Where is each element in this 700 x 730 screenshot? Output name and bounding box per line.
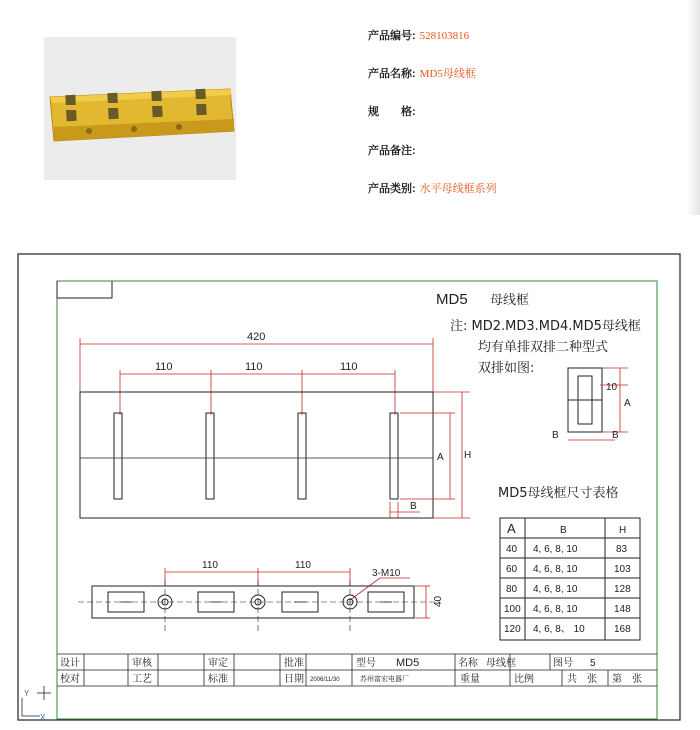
tb-review: 审核 bbox=[132, 658, 152, 669]
tb-drawing-no-label: 图号 bbox=[553, 658, 573, 669]
drawing-title-cn: 母线框 bbox=[490, 293, 530, 308]
table-cell: 4, 6, 8, 10 bbox=[533, 544, 578, 555]
product-code-label: 产品编号: bbox=[368, 30, 416, 42]
size-table bbox=[500, 518, 640, 640]
tb-craft: 工艺 bbox=[132, 674, 152, 685]
busbar-frame-image bbox=[44, 37, 236, 180]
table-cell: 4, 6, 8, 10 bbox=[533, 584, 578, 595]
detail-10: 10 bbox=[606, 382, 618, 393]
drawing-note-line3: 双排如图: bbox=[478, 361, 535, 376]
dim-pitch-1: 110 bbox=[155, 361, 173, 373]
technical-drawing[interactable] bbox=[0, 240, 700, 725]
drawing-note-line2: 均有单排双排二种型式 bbox=[478, 340, 609, 355]
hole-label: 3-M10 bbox=[372, 568, 401, 579]
tb-design: 设计 bbox=[60, 658, 80, 669]
detail-b-left: B bbox=[552, 430, 559, 441]
slot-1 bbox=[114, 413, 122, 499]
detail-a: A bbox=[624, 398, 631, 409]
ucs-y-label: Y bbox=[24, 689, 30, 698]
tb-company: 苏州富宏电器厂 bbox=[360, 676, 409, 683]
product-category-label: 产品类别: bbox=[368, 183, 416, 195]
tb-name-value: 母线框 bbox=[486, 658, 516, 669]
bottom-centerlines bbox=[78, 580, 440, 632]
table-cell: 168 bbox=[614, 624, 631, 635]
slot-4 bbox=[390, 413, 398, 499]
drawing-svg bbox=[0, 240, 700, 725]
product-spec-row bbox=[368, 103, 416, 119]
drawing-title: MD5 bbox=[436, 291, 468, 308]
dim-pitch-3: 110 bbox=[340, 361, 358, 373]
dim-h-label: H bbox=[464, 450, 472, 461]
tb-weight: 重量 bbox=[460, 674, 480, 685]
dim-b-label: B bbox=[410, 501, 417, 512]
table-header-a: A bbox=[507, 521, 516, 536]
table-cell: 60 bbox=[506, 564, 518, 575]
detail-dims bbox=[568, 368, 628, 440]
tb-name-label: 名称 bbox=[458, 658, 478, 669]
product-photo[interactable] bbox=[44, 37, 236, 180]
product-note-label: 产品备注: bbox=[368, 145, 416, 157]
dim-pitch-2: 110 bbox=[245, 361, 263, 373]
slot-2 bbox=[206, 413, 214, 499]
frame-front-view bbox=[80, 392, 433, 518]
table-header-b: B bbox=[560, 525, 567, 536]
table-cell: 80 bbox=[506, 584, 518, 595]
table-cell: 148 bbox=[614, 604, 631, 615]
bottom-pitch-1: 110 bbox=[202, 560, 218, 571]
bottom-height: 40 bbox=[433, 595, 444, 607]
bottom-pitch-2: 110 bbox=[295, 560, 311, 571]
product-category-row bbox=[368, 180, 497, 196]
product-code-value: 528103816 bbox=[419, 30, 470, 42]
tb-scale: 比例 bbox=[514, 674, 534, 685]
product-name-row bbox=[368, 65, 476, 81]
table-cell: 4, 6, 8, 10 bbox=[533, 564, 578, 575]
tb-ratify: 批准 bbox=[284, 658, 304, 669]
tb-total-sheets: 共 张 bbox=[567, 674, 597, 685]
table-title: MD5母线框尺寸表格 bbox=[498, 486, 619, 501]
tb-drawing-no-value: 5 bbox=[590, 658, 596, 669]
tb-date-value: 2006/11/30 bbox=[310, 677, 340, 683]
table-cell: 4, 6, 8, 10 bbox=[533, 604, 578, 615]
dim-h-label-inner: A bbox=[437, 452, 444, 463]
tb-draft: 校对 bbox=[60, 674, 80, 685]
product-name-label: 产品名称: bbox=[368, 68, 416, 80]
dim-420-label: 420 bbox=[247, 331, 266, 343]
product-note-row bbox=[368, 142, 416, 158]
tb-model-value: MD5 bbox=[396, 657, 420, 669]
dim-h bbox=[400, 392, 470, 518]
table-cell: 4, 6, 8、 10 bbox=[533, 624, 585, 635]
table-cell: 103 bbox=[614, 564, 631, 575]
scroll-edge-shadow bbox=[686, 0, 700, 215]
product-spec-label: 规 格: bbox=[368, 106, 416, 118]
product-category-value[interactable]: 水平母线框系列 bbox=[419, 183, 497, 195]
ucs-x-label: X bbox=[40, 713, 46, 722]
table-cell: 40 bbox=[506, 544, 518, 555]
table-cell: 120 bbox=[504, 624, 521, 635]
table-header-h: H bbox=[619, 525, 627, 536]
product-code-row bbox=[368, 27, 469, 43]
frame-tab bbox=[57, 281, 112, 298]
tb-standard: 标准 bbox=[208, 674, 228, 685]
table-cell: 83 bbox=[616, 544, 628, 555]
drawing-note-line1: 注: MD2.MD3.MD4.MD5母线框 bbox=[450, 319, 641, 334]
tb-date-label: 日期 bbox=[284, 674, 304, 685]
slot-3 bbox=[298, 413, 306, 499]
tb-approve: 审定 bbox=[208, 658, 228, 669]
tb-model-label: 型号 bbox=[356, 658, 376, 669]
table-cell: 128 bbox=[614, 584, 631, 595]
tb-sheet-no: 第 张 bbox=[612, 674, 642, 685]
detail-section bbox=[568, 368, 602, 432]
detail-b-right: B bbox=[612, 430, 619, 441]
product-name-value: MD5母线框 bbox=[419, 68, 476, 80]
table-cell: 100 bbox=[504, 604, 521, 615]
